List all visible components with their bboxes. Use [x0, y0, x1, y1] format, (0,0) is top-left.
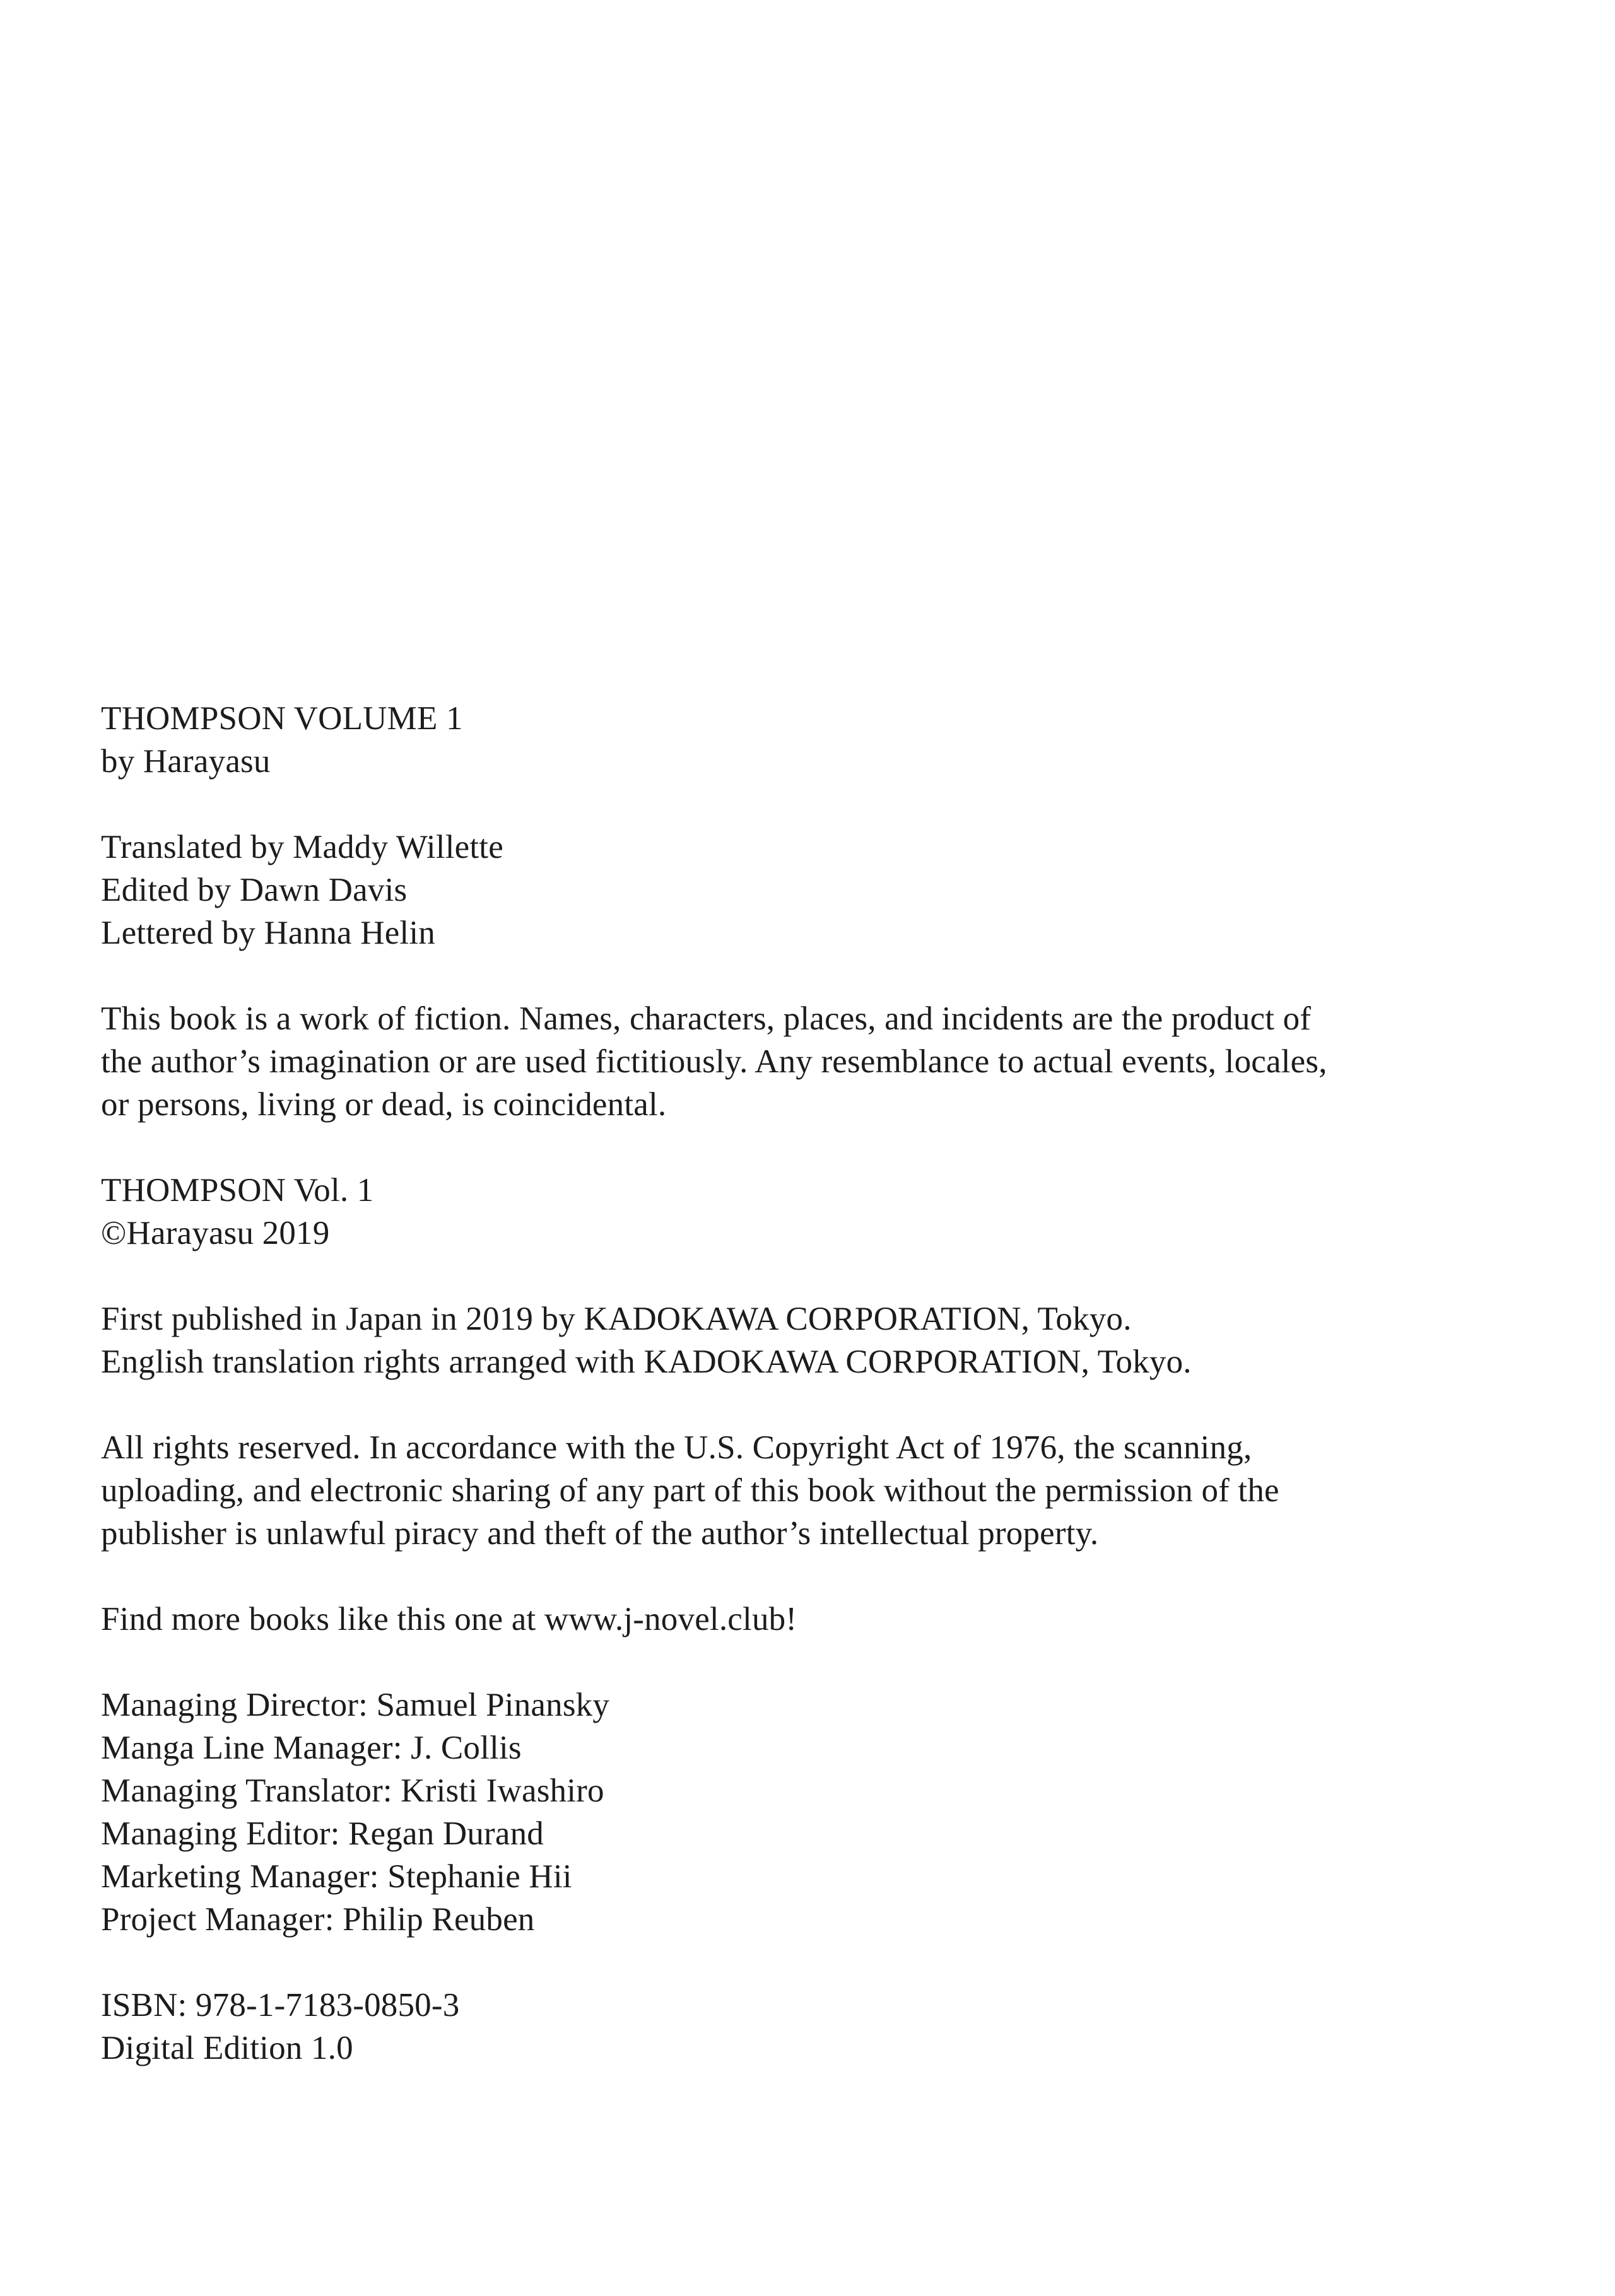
staff-marketing-manager: Marketing Manager: Stephanie Hii: [101, 1858, 572, 1895]
book-author: by Harayasu: [101, 743, 271, 780]
book-title: THOMPSON VOLUME 1: [101, 700, 463, 737]
copyright-title: THOMPSON Vol. 1: [101, 1172, 374, 1209]
staff-project-manager: Project Manager: Philip Reuben: [101, 1901, 535, 1938]
publication-block: [101, 1297, 1426, 1383]
rights-line: All rights reserved. In accordance with the U.S. Copyright Act of 1976, the scanning,: [101, 1429, 1252, 1466]
edition-info: Digital Edition 1.0: [101, 2030, 353, 2066]
staff-managing-director: Managing Director: Samuel Pinansky: [101, 1687, 610, 1723]
isbn-number: ISBN: 978-1-7183-0850-3: [101, 1987, 460, 2024]
publication-line: English translation rights arranged with KADOKAWA CORPORATION, Tokyo.: [101, 1344, 1192, 1380]
rights-line: publisher is unlawful piracy and theft of the author’s intellectual property.: [101, 1515, 1099, 1552]
title-block: [101, 697, 1426, 783]
disclaimer-block: [101, 997, 1426, 1126]
copyright-notice: ©Harayasu 2019: [101, 1215, 330, 1251]
disclaimer-line: or persons, living or dead, is coincidental.: [101, 1086, 667, 1123]
copyright-block: [101, 1169, 1426, 1255]
rights-block: [101, 1426, 1426, 1555]
colophon-text-block: [101, 697, 1426, 2070]
disclaimer-line: This book is a work of fiction. Names, characters, places, and incidents are the product of: [101, 1000, 1312, 1037]
credit-editor: Edited by Dawn Davis: [101, 872, 408, 908]
rights-line: uploading, and electronic sharing of any part of this book without the permission of the: [101, 1472, 1279, 1509]
promo-block: [101, 1598, 1426, 1641]
disclaimer-line: the author’s imagination or are used fictitiously. Any resemblance to actual events, locales,: [101, 1043, 1327, 1080]
staff-manga-line-manager: Manga Line Manager: J. Collis: [101, 1730, 522, 1766]
credits-block: [101, 826, 1426, 954]
staff-managing-editor: Managing Editor: Regan Durand: [101, 1815, 544, 1852]
promo-line: Find more books like this one at www.j-novel.club!: [101, 1601, 797, 1637]
credit-letterer: Lettered by Hanna Helin: [101, 915, 435, 951]
isbn-block: [101, 1984, 1426, 2070]
credit-translator: Translated by Maddy Willette: [101, 829, 503, 865]
staff-block: [101, 1684, 1426, 1941]
staff-managing-translator: Managing Translator: Kristi Iwashiro: [101, 1772, 604, 1809]
publication-line: First published in Japan in 2019 by KADOKAWA CORPORATION, Tokyo.: [101, 1301, 1132, 1337]
